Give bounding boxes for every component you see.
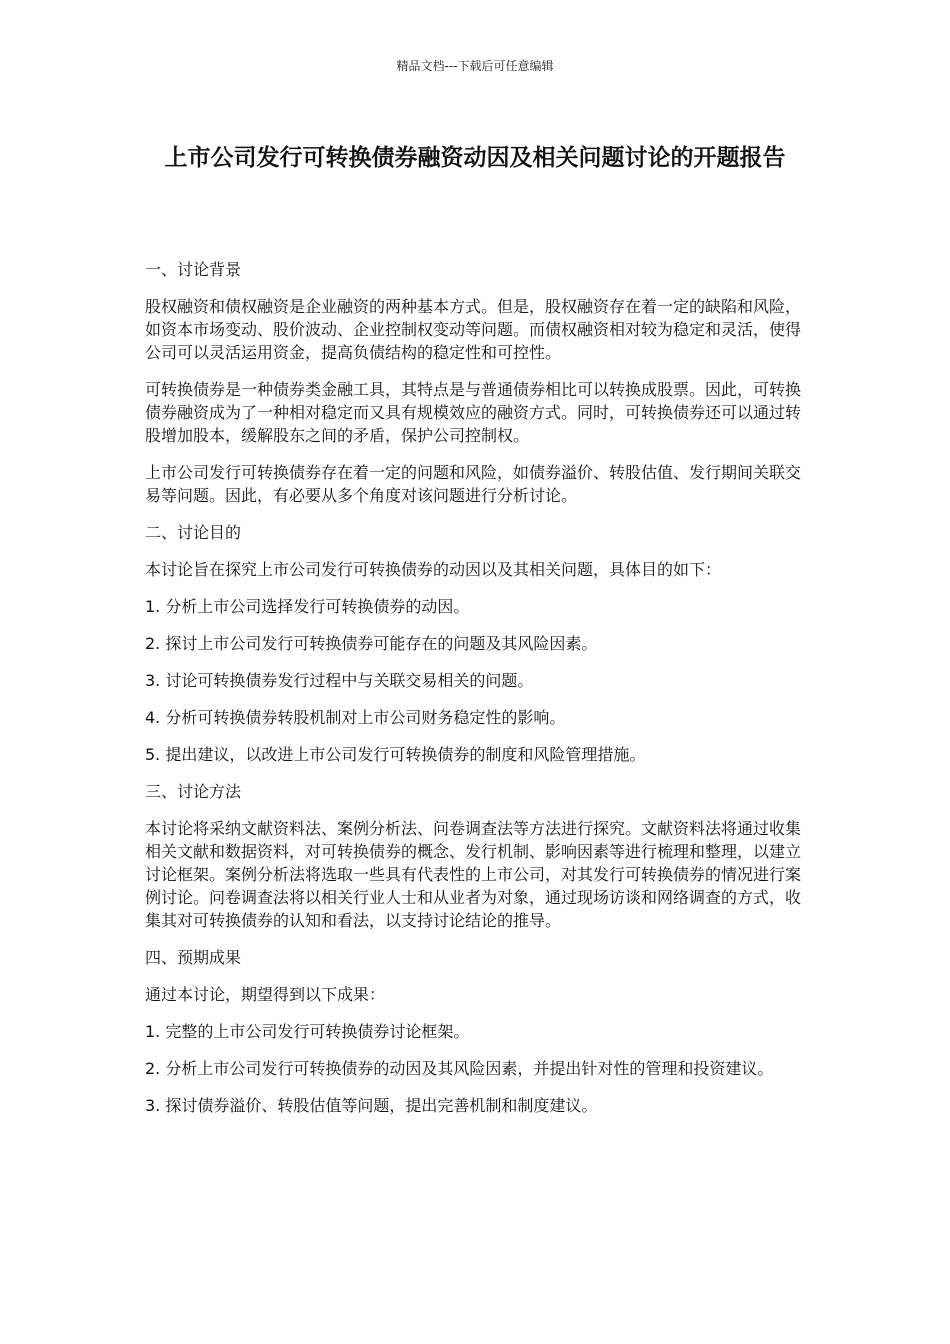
paragraph: 本讨论旨在探究上市公司发行可转换债券的动因以及其相关问题，具体目的如下： — [145, 560, 722, 579]
section-heading: 一、讨论背景 — [145, 260, 242, 279]
list-item: 5. 提出建议，以改进上市公司发行可转换债券的制度和风险管理措施。 — [145, 745, 646, 764]
list-item: 2. 分析上市公司发行可转换债券的动因及其风险因素，并提出针对性的管理和投资建议。 — [145, 1059, 774, 1078]
header-note: 精品文档---下载后可任意编辑 — [396, 59, 554, 73]
section-background — [145, 258, 805, 507]
list-item: 3. 讨论可转换债券发行过程中与关联交易相关的问题。 — [145, 671, 534, 690]
document-title: 上市公司发行可转换债券融资动因及相关问题讨论的开题报告 — [164, 145, 786, 171]
paragraph: 通过本讨论，期望得到以下成果： — [145, 985, 386, 1004]
paragraph: 上市公司发行可转换债券存在着一定的问题和风险，如债券溢价、转股估值、发行期间关联交易等问题。因此，有必要从多个角度对该问题进行分析讨论。 — [145, 463, 802, 505]
section-method — [145, 780, 805, 932]
list-item: 4. 分析可转换债券转股机制对上市公司财务稳定性的影响。 — [145, 708, 566, 727]
paragraph: 可转换债券是一种债券类金融工具，其特点是与普通债券相比可以转换成股票。因此，可转换债券融资成为了一种相对稳定而又具有规模效应的融资方式。同时，可转换债券还可以通过转股增加股本，缓解股东之间的矛盾，保护公司控制权。 — [145, 380, 802, 445]
paragraph: 本讨论将采纳文献资料法、案例分析法、问卷调查法等方法进行探究。文献资料法将通过收集相关文献和数据资料，对可转换债券的概念、发行机制、影响因素等进行梳理和整理，以建立讨论框架。案例分析法将选取一些具有代表性的上市公司，对其发行可转换债券的情况进行案例讨论。问卷调查法将以相关行业人士和从业者为对象，通过现场访谈和网络调查的方式，收集其对可转换债券的认知和看法，以支持讨论结论的推导。 — [145, 819, 802, 930]
section-heading: 三、讨论方法 — [145, 782, 242, 801]
section-purpose — [145, 521, 805, 766]
section-heading: 四、预期成果 — [145, 948, 242, 967]
section-expected-results — [145, 946, 805, 1117]
list-item: 1. 完整的上市公司发行可转换债券讨论框架。 — [145, 1022, 470, 1041]
paragraph: 股权融资和债权融资是企业融资的两种基本方式。但是，股权融资存在着一定的缺陷和风险，如资本市场变动、股价波动、企业控制权变动等问题。而债权融资相对较为稳定和灵活，使得公司可以灵活运用资金，提高负债结构的稳定性和可控性。 — [145, 297, 802, 362]
section-heading: 二、讨论目的 — [145, 523, 242, 542]
list-item: 3. 探讨债券溢价、转股估值等问题，提出完善机制和制度建议。 — [145, 1096, 598, 1115]
list-item: 2. 探讨上市公司发行可转换债券可能存在的问题及其风险因素。 — [145, 634, 598, 653]
list-item: 1. 分析上市公司选择发行可转换债券的动因。 — [145, 597, 470, 616]
document-body — [145, 258, 805, 1131]
